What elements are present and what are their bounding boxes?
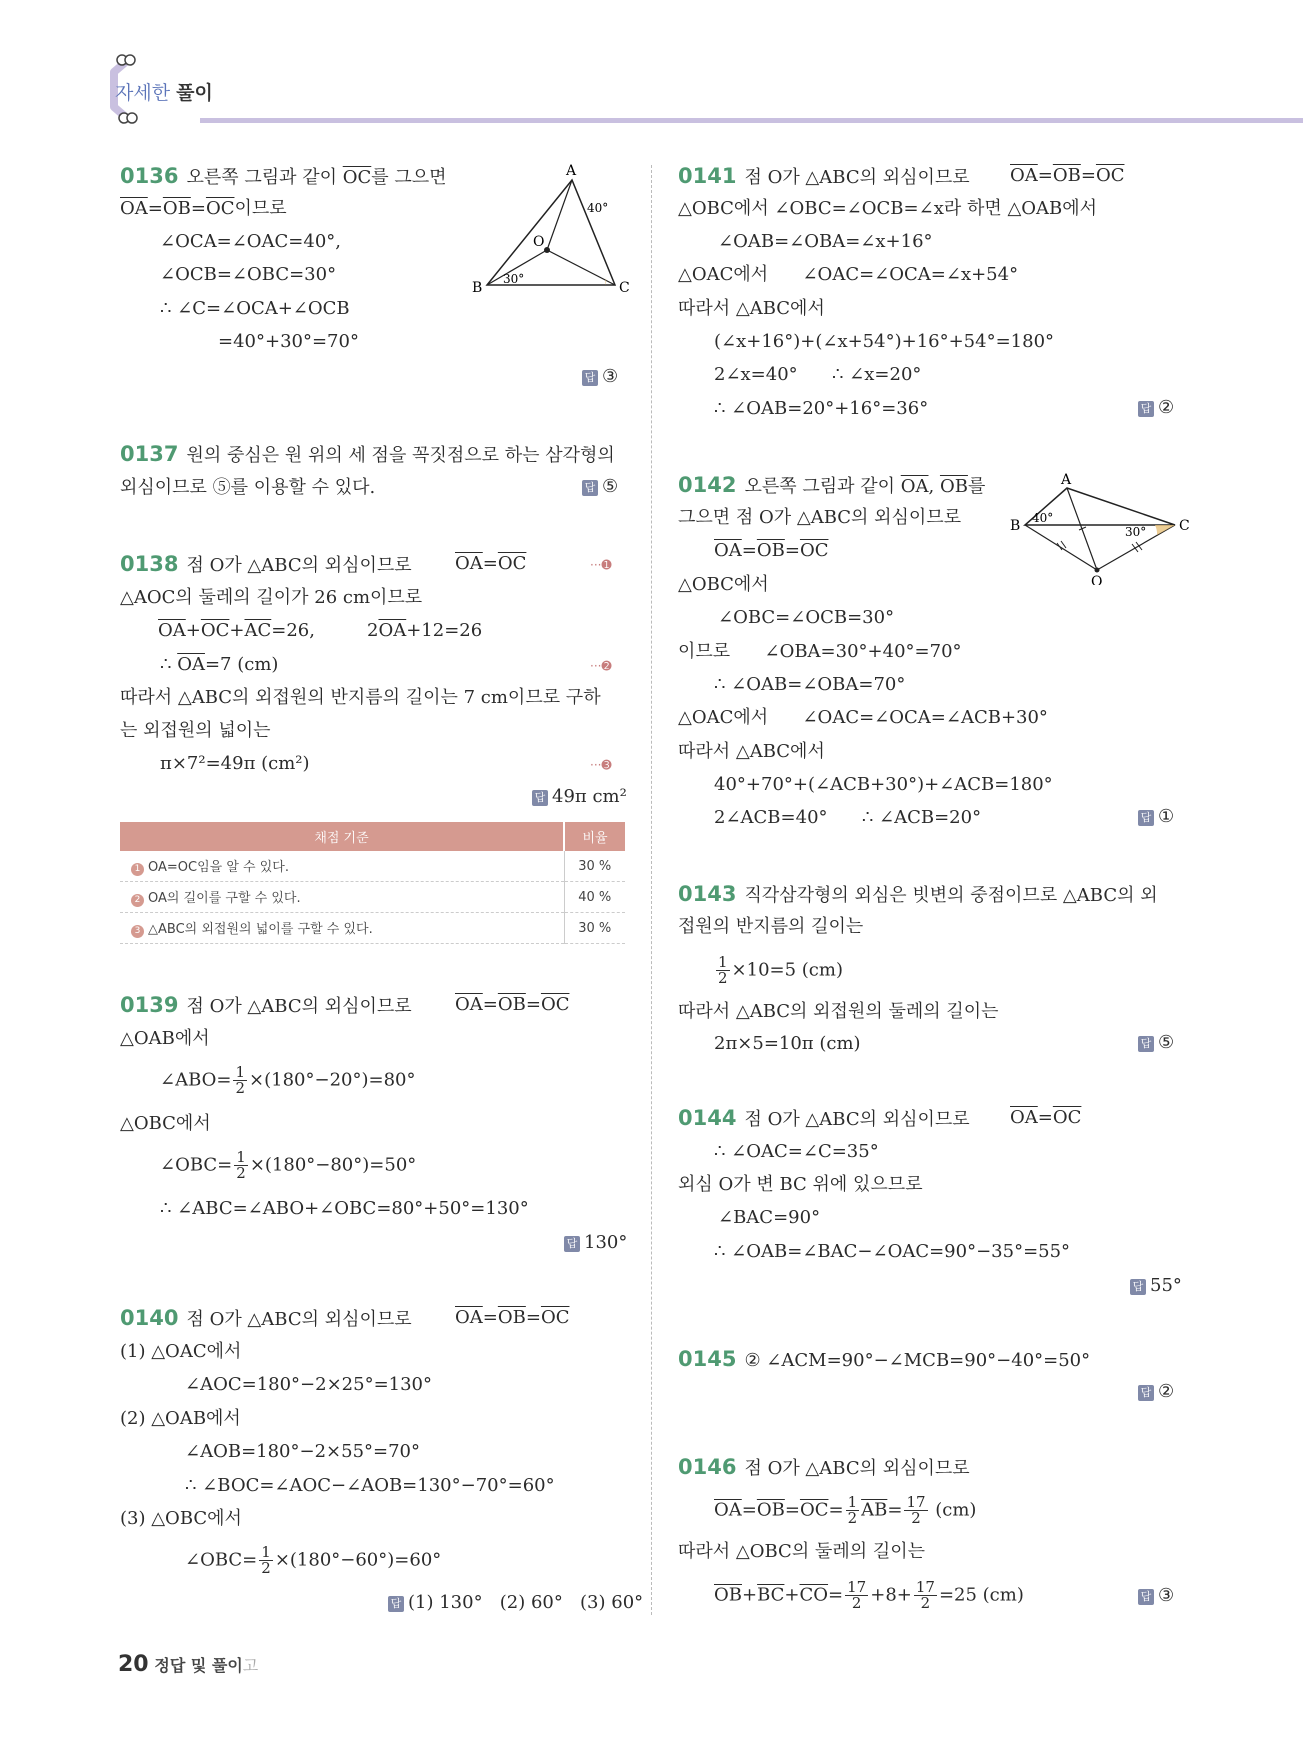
p0142-line6: 이므로 ∠OBA=30°+40°=70° [678,641,962,662]
step-marker-2: ···➋ [590,659,612,673]
fig-label-b: B [1010,518,1021,534]
fig-angle-a: 40° [587,201,609,215]
page-number: 20 [118,1652,149,1677]
p0142-line10: 40°+70°+(∠ACB+30°)+∠ACB=180° [714,774,1053,795]
p0142-line4: △OBC에서 [678,574,769,595]
p0141-line2: △OBC에서 ∠OBC=∠OCB=∠x라 하면 △OAB에서 [678,198,1098,219]
fig-angle-b: 30° [503,272,525,286]
p0139-line3: ∠ABO= $\frac{1}{2}$ ×(180°−20°)=80° [160,1063,416,1097]
p0136-line6: =40°+30°=70° [218,331,359,352]
table-row: 1 OA=OC임을 알 수 있다. 30 % [120,851,625,882]
p0142-answer: 답 ① [1138,806,1174,827]
criteria-ratio-header: 비율 [564,822,625,851]
p0140-line8: ∠OBC= $\frac{1}{2}$ ×(180°−60°)=60° [185,1543,442,1577]
p0142-line5: ∠OBC=∠OCB=30° [718,607,895,628]
p0140-line1-eq: $\overline{OA}=\overline{OB}=\overline{OC}$ [455,1307,570,1328]
p0136-line1: 0136 오른쪽 그림과 같이 $\overline{OC}$를 그으면 [120,164,447,188]
table-row: 2 OA의 길이를 구할 수 있다. 40 % [120,882,625,913]
answer-icon: 답 [582,480,598,496]
p0142-line2: 그으면 점 O가 △ABC의 외심이므로 [678,507,962,528]
p0146-line2: $\overline{OA}=\overline{OB}=\overline{OC}=$ $\frac{1}{2}$ $\overline{AB}=$ $\frac{17}{2}$ (cm) [714,1493,977,1527]
p0140-line1: 0140 점 O가 △ABC의 외심이므로 [120,1306,412,1330]
page-footer [118,1652,258,1677]
p0139-line1: 0139 점 O가 △ABC의 외심이므로 [120,993,412,1017]
answer-icon: 답 [1130,1279,1146,1295]
answer-icon: 답 [1138,401,1154,417]
scoring-criteria-table [120,822,625,944]
p0136-line2: $\overline{OA}=\overline{OB}=\overline{OC}$이므로 [120,198,287,219]
p0136-answer: 답 ③ [582,366,618,387]
p0140-line2: (1) △OAC에서 [120,1341,242,1362]
p0139-line4: △OBC에서 [120,1113,211,1134]
p0143-line3: $\frac{1}{2}$ ×10=5 (cm) [718,953,843,987]
p0138-line3b: $2\overline{OA}+12=26$ [367,620,483,641]
problem-number: 0139 [120,993,179,1017]
p0140-line6: ∴ ∠BOC=∠AOC−∠AOB=130°−70°=60° [185,1475,555,1496]
p0141-line1-eq: $\overline{OA}=\overline{OB}=\overline{OC}$ [1010,165,1125,186]
p0139-answer: 답 130° [564,1232,627,1253]
p0141-line7: 2∠x=40° ∴ ∠x=20° [714,364,922,385]
p0143-line1: 0143 직각삼각형의 외심은 빗변의 중점이므로 △ABC의 외 [678,882,1158,906]
p0142-line1: 0142 오른쪽 그림과 같이 $\overline{OA}$, $\overline{OB}$를 [678,473,986,497]
p0139-line1-eq: $\overline{OA}=\overline{OB}=\overline{OC}$ [455,994,570,1015]
p0141-line5: 따라서 △ABC에서 [678,298,825,319]
answer-icon: 답 [1138,1036,1154,1052]
fig-label-b: B [472,280,483,296]
p0144-line2: ∴ ∠OAC=∠C=35° [714,1141,879,1162]
p0143-line4: 따라서 △ABC의 외접원의 둘레의 길이는 [678,1001,999,1022]
problem-number: 0141 [678,164,737,188]
step-marker-1: ···➊ [590,558,612,572]
problem-number: 0137 [120,442,179,466]
problem-number: 0140 [120,1306,179,1330]
answer-icon: 답 [1138,1589,1154,1605]
p0146-line1: 0146 점 O가 △ABC의 외심이므로 [678,1455,970,1479]
p0138-line1-eq: $\overline{OA}=\overline{OC}$ [455,553,527,574]
answer-icon: 답 [532,790,548,806]
answer-icon: 답 [1138,1385,1154,1401]
answer-icon: 답 [582,370,598,386]
fig-label-a: A [1061,472,1072,488]
p0144-line4: ∠BAC=90° [718,1207,821,1228]
p0140-line3: ∠AOC=180°−2×25°=130° [185,1374,433,1395]
p0144-line1: 0144 점 O가 △ABC의 외심이므로 [678,1106,970,1130]
answer-icon: 답 [564,1236,580,1252]
page-header [115,78,213,105]
table-row: 3 △ABC의 외접원의 넓이를 구할 수 있다. 30 % [120,913,625,944]
p0142-line7: ∴ ∠OAB=∠OBA=70° [714,674,906,695]
p0146-line4: $\overline{OB}+\overline{BC}+\overline{CO}=$ $\frac{17}{2}$ +8+ $\frac{17}{2}$ =25 (cm) [714,1578,1024,1612]
p0136-line5: ∴ ∠C=∠OCA+∠OCB [160,298,350,319]
p0143-line5: 2π×5=10π (cm) [714,1033,861,1054]
p0138-line3: $\overline{OA}+\overline{OC}+\overline{AC}=26$, [158,620,315,641]
fig-label-o: O [533,234,545,250]
p0141-line1: 0141 점 O가 △ABC의 외심이므로 [678,164,970,188]
p0141-line8: ∴ ∠OAB=20°+16°=36° [714,398,929,419]
fig-label-a: A [566,163,577,179]
criteria-header: 채점 기준 [120,822,564,851]
p0139-line5: ∠OBC= $\frac{1}{2}$ ×(180°−80°)=50° [160,1148,417,1182]
footer-ghost-text: 고 [242,1656,259,1675]
p0143-answer: 답 ⑤ [1138,1032,1174,1053]
p0142-triangle-figure [1005,470,1190,585]
p0145-answer: 답 ② [1138,1381,1174,1402]
p0139-line2: △OAB에서 [120,1028,210,1049]
p0142-line11: 2∠ACB=40° ∴ ∠ACB=20° [714,807,982,828]
problem-number: 0144 [678,1106,737,1130]
fig-angle-b: 40° [1032,511,1054,525]
p0139-line6: ∴ ∠ABC=∠ABO+∠OBC=80°+50°=130° [160,1198,529,1219]
p0142-line8: △OAC에서 ∠OAC=∠OCA=∠ACB+30° [678,707,1048,728]
p0137-line1: 0137 원의 중심은 원 위의 세 점을 꼭짓점으로 하는 삼각형의 [120,442,615,466]
p0140-line5: ∠AOB=180°−2×55°=70° [185,1441,421,1462]
fig-label-c: C [1179,518,1190,534]
header-title-b: 풀이 [176,82,213,104]
p0137-answer: 답 ⑤ [582,476,618,497]
p0146-answer: 답 ③ [1138,1585,1174,1606]
p0138-line4: ∴ $\overline{OA}=7$ (cm) [160,654,279,675]
p0138-line2: △AOC의 둘레의 길이가 26 cm이므로 [120,587,423,608]
p0144-line3: 외심 O가 변 BC 위에 있으므로 [678,1174,923,1195]
p0138-answer: 답 49π cm² [532,786,627,807]
problem-number: 0146 [678,1455,737,1479]
p0142-line9: 따라서 △ABC에서 [678,741,825,762]
p0141-line4: △OAC에서 ∠OAC=∠OCA=∠x+54° [678,264,1019,285]
p0145-line1: 0145 ② ∠ACM=90°−∠MCB=90°−40°=50° [678,1347,1091,1371]
p0140-line4: (2) △OAB에서 [120,1408,241,1429]
p0137-line2: 외심이므로 ⑤를 이용할 수 있다. [120,477,376,498]
p0141-line6: (∠x+16°)+(∠x+54°)+16°+54°=180° [714,331,1055,352]
p0138-line1: 0138 점 O가 △ABC의 외심이므로 [120,552,412,576]
fig-label-o: O [1091,574,1103,585]
problem-number: 0136 [120,164,179,188]
p0136-line4: ∠OCB=∠OBC=30° [160,264,337,285]
answer-icon: 답 [388,1596,404,1612]
problem-number: 0145 [678,1347,737,1371]
answer-icon: 답 [1138,810,1154,826]
fig-angle-c: 30° [1125,525,1147,539]
p0138-line6: 는 외접원의 넓이는 [120,720,271,741]
p0136-triangle-figure [465,160,635,300]
p0144-line1-eq: $\overline{OA}=\overline{OC}$ [1010,1107,1082,1128]
p0146-line3: 따라서 △OBC의 둘레의 길이는 [678,1541,925,1562]
p0140-line7: (3) △OBC에서 [120,1508,242,1529]
p0138-line5: 따라서 △ABC의 외접원의 반지름의 길이는 7 cm이므로 구하 [120,687,601,708]
problem-number: 0138 [120,552,179,576]
p0141-line3: ∠OAB=∠OBA=∠x+16° [718,231,933,252]
fig-label-c: C [619,280,630,296]
header-title-a: 자세한 [115,82,171,104]
step-marker-3: ···➌ [590,758,612,772]
p0136-line3: ∠OCA=∠OAC=40°, [160,231,342,252]
p0144-answer: 답 55° [1130,1275,1182,1296]
p0142-line3: $\overline{OA}=\overline{OB}=\overline{OC}$ [714,540,829,561]
p0144-line5: ∴ ∠OAB=∠BAC−∠OAC=90°−35°=55° [714,1241,1071,1262]
problem-number: 0143 [678,882,737,906]
column-divider [651,165,652,1615]
footer-title: 정답 및 풀이 [154,1656,243,1675]
p0138-line7: π×7²=49π (cm²) [160,753,310,774]
p0143-line2: 접원의 반지름의 길이는 [678,916,864,937]
problem-number: 0142 [678,473,737,497]
p0140-answer: 답 (1) 130° (2) 60° (3) 60° [388,1592,643,1613]
header-rule [200,118,1303,123]
p0141-answer: 답 ② [1138,397,1174,418]
